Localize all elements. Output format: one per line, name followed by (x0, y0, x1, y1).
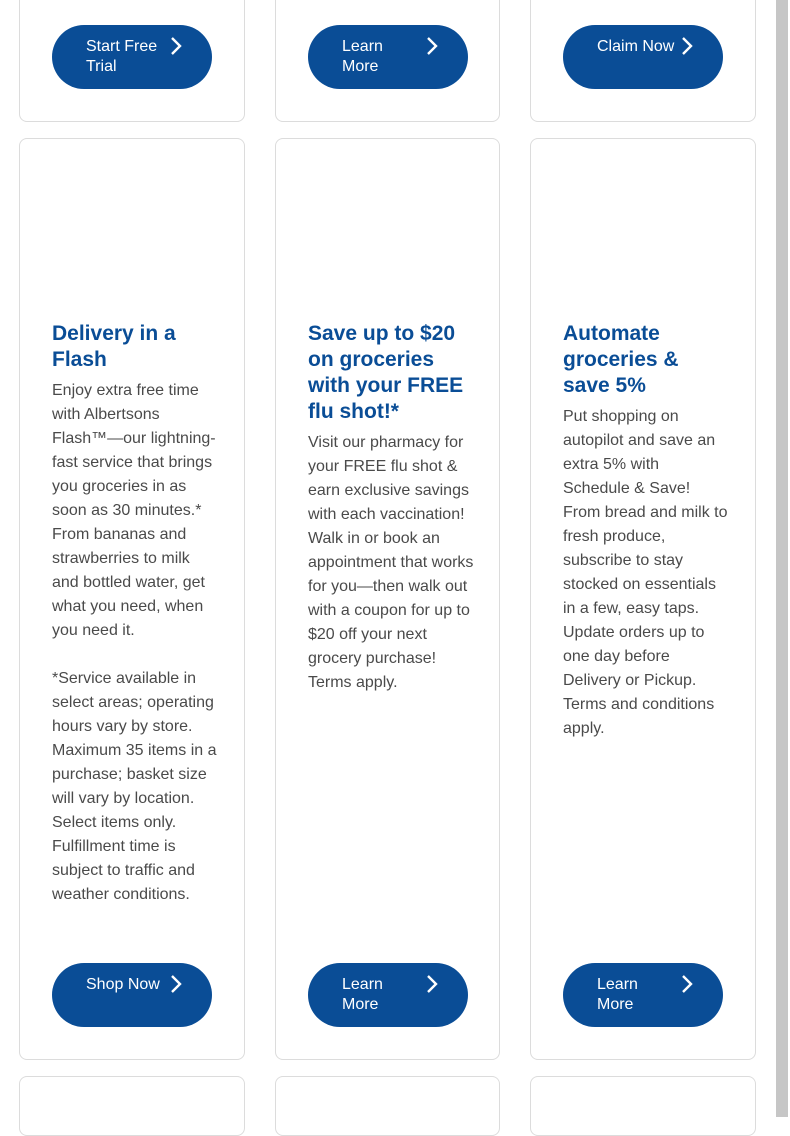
button-label: Start Free Trial (86, 38, 158, 75)
scrollbar-thumb[interactable] (776, 0, 788, 1117)
promo-card-top-2 (275, 0, 500, 122)
promo-card-bottom-2 (275, 1076, 500, 1136)
button-label: Shop Now (86, 976, 160, 993)
chevron-right-icon (426, 975, 438, 993)
button-label: Learn More (597, 976, 638, 1013)
card-body: Visit our pharmacy for your FREE flu shot & earn exclusive savings with each vaccination! Walk in or book an appointment that works for you—then walk out with a coupon for up to $20 off your next grocery purchase! Terms apply. (308, 434, 474, 691)
card-image-placeholder (276, 139, 499, 309)
promo-card-schedule-save (530, 138, 756, 1060)
button-label: Claim Now (597, 38, 675, 55)
promo-card-top-1 (19, 0, 245, 122)
card-body: Put shopping on autopilot and save an extra 5% with Schedule & Save! From bread and milk to fresh produce, subscribe to stay stocked on essentials in a few, easy taps. Update orders up to one day before Delivery or Pickup. Terms and conditions apply. (563, 408, 728, 737)
shop-now-button[interactable] (52, 963, 212, 1027)
promo-card-flu-shot (275, 138, 500, 1060)
button-label: Learn More (342, 38, 383, 75)
card-image-placeholder (20, 139, 244, 309)
chevron-right-icon (170, 37, 182, 55)
chevron-right-icon (681, 975, 693, 993)
start-free-trial-button[interactable] (52, 25, 212, 89)
chevron-right-icon (170, 975, 182, 993)
button-label: Learn More (342, 976, 383, 1013)
claim-now-button[interactable] (563, 25, 723, 89)
card-body: Enjoy extra free time with Albertsons Flash™—our lightning-fast service that brings you groceries in as soon as 30 minutes.* From bananas and strawberries to milk and bottled water, get what you need, when you need it. *Service available in select areas; operating hours vary by store. Maximum 35 items in a purchase; basket size will vary by location. Select items only. Fulfillment time is subject to traffic and weather conditions. (52, 382, 217, 903)
promo-card-top-3 (530, 0, 756, 122)
promo-card-bottom-1 (19, 1076, 245, 1136)
learn-more-button[interactable] (308, 963, 468, 1027)
learn-more-button[interactable] (308, 25, 468, 89)
card-image-placeholder (531, 139, 755, 309)
card-title: Delivery in a Flash (52, 322, 176, 371)
chevron-right-icon (426, 37, 438, 55)
promo-card-bottom-3 (530, 1076, 756, 1136)
card-title: Automate groceries & save 5% (563, 322, 679, 397)
card-title: Save up to $20 on groceries with your FREE flu shot!* (308, 322, 464, 423)
chevron-right-icon (681, 37, 693, 55)
learn-more-button[interactable] (563, 963, 723, 1027)
promo-card-delivery-flash (19, 138, 245, 1060)
